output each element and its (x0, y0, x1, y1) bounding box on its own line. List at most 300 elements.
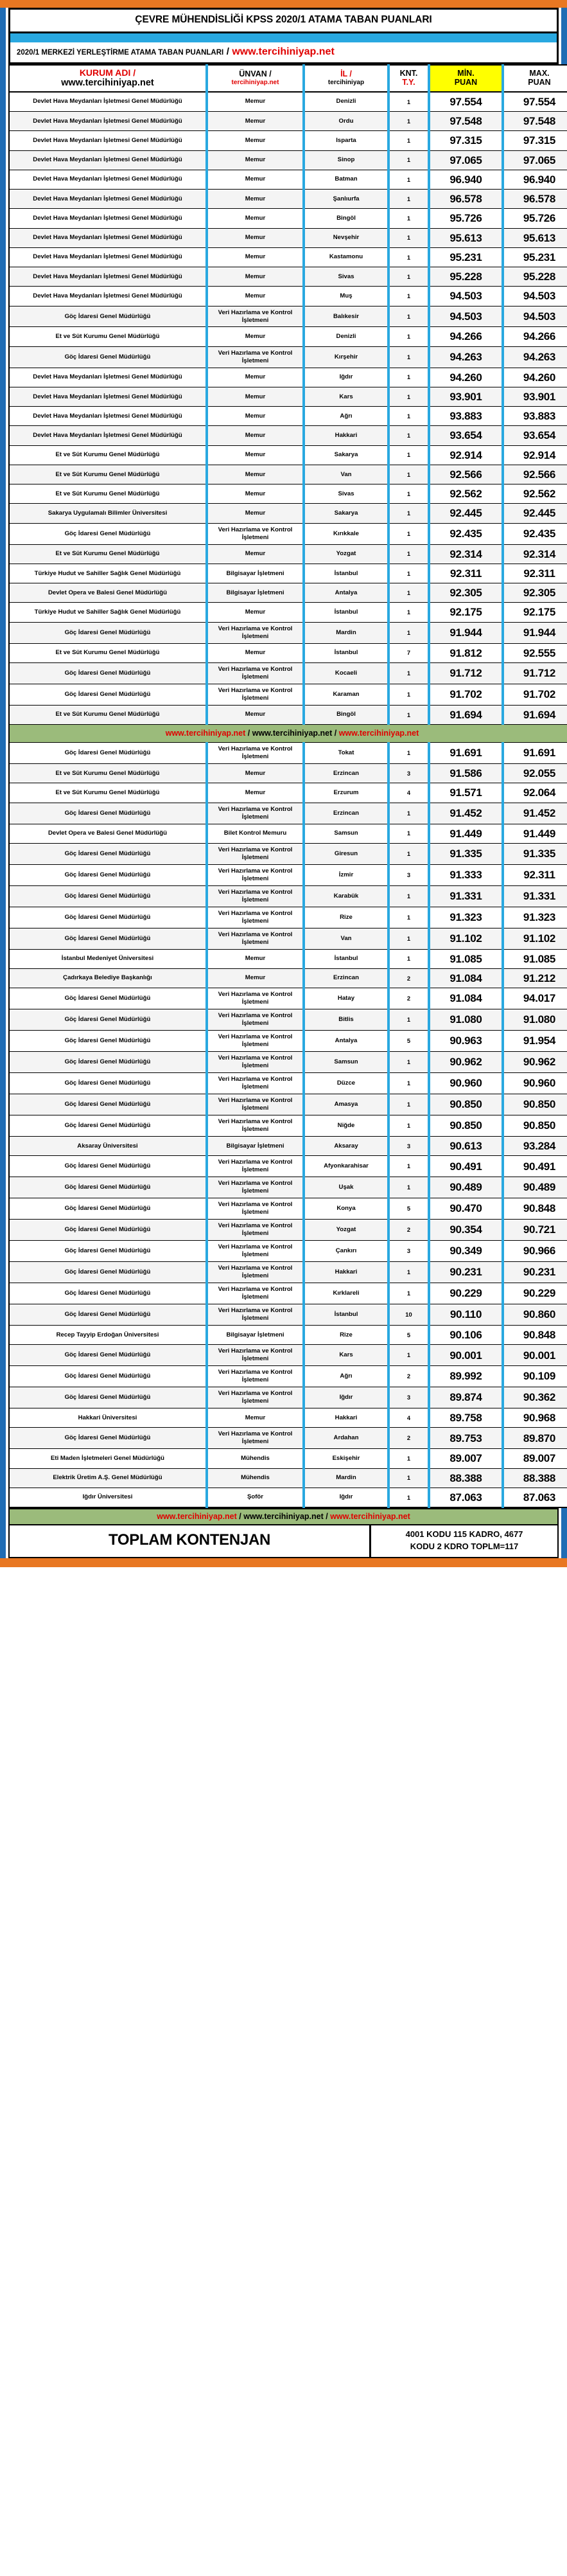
cell-max-puan: 92.555 (503, 643, 567, 662)
cell-max-puan: 89.870 (503, 1428, 567, 1449)
top-orange-bar (0, 0, 567, 8)
cell-max-puan: 91.102 (503, 928, 567, 949)
cell-unvan: Memur (207, 92, 304, 112)
table-row (9, 1283, 567, 1304)
cell-min-puan: 94.263 (429, 346, 503, 368)
cell-unvan: Memur (207, 426, 304, 445)
cell-min-puan: 90.489 (429, 1177, 503, 1198)
table-row (9, 928, 567, 949)
cell-kontenjan: 1 (388, 209, 429, 228)
cell-kurum: Devlet Hava Meydanları İşletmesi Genel Müdürlüğü (9, 112, 207, 131)
banner-part3[interactable]: www.tercihiniyap.net (338, 729, 419, 738)
table-body (9, 92, 567, 1507)
cell-unvan: Memur (207, 764, 304, 783)
cell-il: Samsun (304, 1052, 388, 1073)
cell-kurum: Hakkari Üniversitesi (9, 1408, 207, 1428)
banner-sep1: / (236, 1512, 244, 1522)
table-row (9, 1177, 567, 1198)
cell-kontenjan: 3 (388, 764, 429, 783)
cell-max-puan: 91.702 (503, 684, 567, 705)
table-row (9, 131, 567, 150)
cell-max-puan: 93.883 (503, 407, 567, 426)
cell-unvan: Veri Hazırlama ve Kontrol İşletmeni (207, 1009, 304, 1031)
cell-kurum: Aksaray Üniversitesi (9, 1136, 207, 1155)
cell-kurum: Et ve Süt Kurumu Genel Müdürlüğü (9, 484, 207, 504)
cell-il: Aksaray (304, 1136, 388, 1155)
table-row (9, 407, 567, 426)
cell-max-puan: 92.175 (503, 603, 567, 622)
cell-max-puan: 90.229 (503, 1283, 567, 1304)
cell-min-puan: 90.850 (429, 1115, 503, 1136)
cell-kurum: Et ve Süt Kurumu Genel Müdürlüğü (9, 705, 207, 724)
cell-il: Muş (304, 287, 388, 306)
table-row (9, 544, 567, 564)
cell-max-puan: 91.712 (503, 662, 567, 684)
table-row (9, 949, 567, 968)
cell-il: Sakarya (304, 504, 388, 523)
cell-max-puan: 92.305 (503, 583, 567, 603)
cell-kontenjan: 1 (388, 267, 429, 287)
min-header-line2: PUAN (454, 78, 478, 87)
cell-kontenjan: 1 (388, 1094, 429, 1115)
cell-il: Kars (304, 387, 388, 406)
table-row (9, 1156, 567, 1177)
banner-part1[interactable]: www.tercihiniyap.net (165, 729, 246, 738)
table-row (9, 445, 567, 465)
cell-kontenjan: 1 (388, 1488, 429, 1507)
cell-kurum: Recep Tayyip Erdoğan Üniversitesi (9, 1325, 207, 1344)
cell-il: Denizli (304, 92, 388, 112)
cell-kontenjan: 1 (388, 544, 429, 564)
subtitle-site-link[interactable]: www.tercihiniyap.net (232, 46, 335, 57)
cell-unvan: Bilgisayar İşletmeni (207, 1325, 304, 1344)
cell-kontenjan: 5 (388, 1325, 429, 1344)
cell-max-puan: 95.726 (503, 209, 567, 228)
cell-kurum: Devlet Opera ve Balesi Genel Müdürlüğü (9, 824, 207, 843)
cell-kurum: Göç İdaresi Genel Müdürlüğü (9, 1052, 207, 1073)
cell-il: Antalya (304, 583, 388, 603)
cell-kontenjan: 2 (388, 1366, 429, 1387)
cell-kurum: Göç İdaresi Genel Müdürlüğü (9, 1304, 207, 1325)
cell-unvan: Veri Hazırlama ve Kontrol İşletmeni (207, 885, 304, 907)
cell-min-puan: 90.110 (429, 1304, 503, 1325)
cell-kontenjan: 1 (388, 92, 429, 112)
cell-kurum: Sakarya Uygulamalı Bilimler Üniversitesi (9, 504, 207, 523)
cell-unvan: Veri Hazırlama ve Kontrol İşletmeni (207, 803, 304, 824)
table-row (9, 112, 567, 131)
cell-il: Erzincan (304, 968, 388, 988)
cell-unvan: Veri Hazırlama ve Kontrol İşletmeni (207, 523, 304, 544)
cell-il: Mardin (304, 1468, 388, 1488)
cell-il: Van (304, 928, 388, 949)
cell-max-puan: 94.266 (503, 327, 567, 346)
cell-unvan: Memur (207, 267, 304, 287)
promo-banner-row (9, 725, 567, 743)
cell-unvan: Veri Hazırlama ve Kontrol İşletmeni (207, 1031, 304, 1052)
cell-kurum: Devlet Opera ve Balesi Genel Müdürlüğü (9, 583, 207, 603)
cell-il: Mardin (304, 622, 388, 643)
cell-kurum: Devlet Hava Meydanları İşletmesi Genel Müdürlüğü (9, 407, 207, 426)
unvan-header-line2: tercihiniyap.net (231, 78, 279, 86)
cell-min-puan: 89.758 (429, 1408, 503, 1428)
cell-il: Hakkari (304, 426, 388, 445)
kurum-header-line1: KURUM ADI / (79, 67, 136, 78)
cell-il: Ardahan (304, 1428, 388, 1449)
cell-kurum: Et ve Süt Kurumu Genel Müdürlüğü (9, 445, 207, 465)
cell-unvan: Memur (207, 150, 304, 170)
cell-kontenjan: 1 (388, 247, 429, 267)
cell-min-puan: 94.503 (429, 287, 503, 306)
cell-unvan: Veri Hazırlama ve Kontrol İşletmeni (207, 622, 304, 643)
cell-unvan: Veri Hazırlama ve Kontrol İşletmeni (207, 306, 304, 327)
cell-unvan: Veri Hazırlama ve Kontrol İşletmeni (207, 662, 304, 684)
table-row (9, 150, 567, 170)
cell-il: Tokat (304, 743, 388, 764)
cell-kurum: Göç İdaresi Genel Müdürlüğü (9, 684, 207, 705)
cell-kurum: Göç İdaresi Genel Müdürlüğü (9, 1094, 207, 1115)
cell-unvan: Şoför (207, 1488, 304, 1507)
cell-kontenjan: 1 (388, 131, 429, 150)
cell-il: Sivas (304, 267, 388, 287)
cell-max-puan: 90.850 (503, 1094, 567, 1115)
cell-max-puan: 91.694 (503, 705, 567, 724)
il-header-line2: tercihiniyap (327, 78, 365, 86)
table-row (9, 743, 567, 764)
cell-kurum: Göç İdaresi Genel Müdürlüğü (9, 346, 207, 368)
banner-sep1: / (245, 729, 252, 738)
cell-kurum: Devlet Hava Meydanları İşletmesi Genel Müdürlüğü (9, 287, 207, 306)
cell-kurum: Göç İdaresi Genel Müdürlüğü (9, 864, 207, 885)
cell-il: Düzce (304, 1072, 388, 1094)
bottom-promo-banner (8, 1508, 559, 1525)
banner-part3[interactable]: www.tercihiniyap.net (330, 1512, 410, 1522)
cell-min-puan: 89.874 (429, 1387, 503, 1408)
cell-il: Karaman (304, 684, 388, 705)
max-header-line1: MAX. (529, 69, 550, 78)
cell-kontenjan: 1 (388, 1009, 429, 1031)
cell-unvan: Veri Hazırlama ve Kontrol İşletmeni (207, 843, 304, 864)
cell-il: Kırıkkale (304, 523, 388, 544)
cell-min-puan: 90.963 (429, 1031, 503, 1052)
banner-part2[interactable]: www.tercihiniyap.net (243, 1512, 324, 1522)
cell-il: Nevşehir (304, 228, 388, 247)
cell-min-puan: 91.331 (429, 885, 503, 907)
cell-kontenjan: 1 (388, 1052, 429, 1073)
banner-part2[interactable]: www.tercihiniyap.net (252, 729, 333, 738)
cell-min-puan: 92.314 (429, 544, 503, 564)
cell-kontenjan: 1 (388, 287, 429, 306)
table-row (9, 228, 567, 247)
table-row (9, 267, 567, 287)
cell-max-puan: 90.362 (503, 1387, 567, 1408)
cell-max-puan: 91.954 (503, 1031, 567, 1052)
cell-il: Hakkari (304, 1408, 388, 1428)
cell-kontenjan: 1 (388, 885, 429, 907)
cell-il: İstanbul (304, 1304, 388, 1325)
cell-max-puan: 91.691 (503, 743, 567, 764)
cell-kurum: Türkiye Hudut ve Sahiller Sağlık Genel Müdürlüğü (9, 603, 207, 622)
cell-unvan: Veri Hazırlama ve Kontrol İşletmeni (207, 1345, 304, 1366)
table-row (9, 1468, 567, 1488)
cell-min-puan: 97.548 (429, 112, 503, 131)
cell-kontenjan: 4 (388, 783, 429, 803)
cell-kurum: Göç İdaresi Genel Müdürlüğü (9, 1241, 207, 1262)
cell-max-puan: 87.063 (503, 1488, 567, 1507)
cell-min-puan: 90.229 (429, 1283, 503, 1304)
cell-kurum: Göç İdaresi Genel Müdürlüğü (9, 306, 207, 327)
cell-max-puan: 90.962 (503, 1052, 567, 1073)
cell-min-puan: 91.812 (429, 643, 503, 662)
cell-max-puan: 91.452 (503, 803, 567, 824)
cell-min-puan: 97.065 (429, 150, 503, 170)
cell-il: Yozgat (304, 544, 388, 564)
table-row (9, 523, 567, 544)
cell-max-puan: 97.065 (503, 150, 567, 170)
banner-sep2: / (332, 729, 339, 738)
cell-max-puan: 90.489 (503, 1177, 567, 1198)
cell-kurum: Çadırkaya Belediye Başkanlığı (9, 968, 207, 988)
cell-il: Afyonkarahisar (304, 1156, 388, 1177)
table-row (9, 1094, 567, 1115)
cell-min-puan: 92.566 (429, 465, 503, 484)
cell-kontenjan: 1 (388, 426, 429, 445)
cell-kontenjan: 1 (388, 407, 429, 426)
table-row (9, 1198, 567, 1220)
cell-il: Ordu (304, 112, 388, 131)
cell-il: Hatay (304, 988, 388, 1009)
table-row (9, 1241, 567, 1262)
cell-unvan: Memur (207, 1408, 304, 1428)
table-row (9, 190, 567, 209)
cell-unvan: Memur (207, 247, 304, 267)
cell-unvan: Memur (207, 368, 304, 387)
cell-min-puan: 95.613 (429, 228, 503, 247)
blue-frame (0, 8, 567, 1558)
cell-kurum: Devlet Hava Meydanları İşletmesi Genel Müdürlüğü (9, 267, 207, 287)
cell-kontenjan: 1 (388, 484, 429, 504)
cell-il: Ağrı (304, 407, 388, 426)
cell-kontenjan: 1 (388, 170, 429, 189)
cell-unvan: Memur (207, 287, 304, 306)
cell-min-puan: 90.850 (429, 1094, 503, 1115)
cell-min-puan: 92.445 (429, 504, 503, 523)
cell-min-puan: 91.691 (429, 743, 503, 764)
cell-unvan: Veri Hazırlama ve Kontrol İşletmeni (207, 743, 304, 764)
cell-kontenjan: 1 (388, 662, 429, 684)
cell-kurum: Et ve Süt Kurumu Genel Müdürlüğü (9, 643, 207, 662)
table-header (9, 65, 567, 92)
cell-il: Eskişehir (304, 1449, 388, 1468)
il-header-line1: İL / (340, 69, 352, 79)
cell-kurum: Göç İdaresi Genel Müdürlüğü (9, 523, 207, 544)
cell-min-puan: 90.491 (429, 1156, 503, 1177)
cell-kontenjan: 1 (388, 1283, 429, 1304)
cell-unvan: Veri Hazırlama ve Kontrol İşletmeni (207, 1220, 304, 1241)
cell-il: Rize (304, 1325, 388, 1344)
table-row (9, 1072, 567, 1094)
table-row (9, 988, 567, 1009)
cell-kontenjan: 1 (388, 843, 429, 864)
cell-max-puan: 92.445 (503, 504, 567, 523)
cell-il: Isparta (304, 131, 388, 150)
cell-min-puan: 89.007 (429, 1449, 503, 1468)
cell-kurum: Göç İdaresi Genel Müdürlüğü (9, 1220, 207, 1241)
cell-kurum: Göç İdaresi Genel Müdürlüğü (9, 622, 207, 643)
cell-kontenjan: 1 (388, 803, 429, 824)
cell-kurum: Elektrik Üretim A.Ş. Genel Müdürlüğü (9, 1468, 207, 1488)
cell-min-puan: 93.654 (429, 426, 503, 445)
cell-min-puan: 95.231 (429, 247, 503, 267)
cell-il: Karabük (304, 885, 388, 907)
cell-kontenjan: 1 (388, 523, 429, 544)
cell-il: Bingöl (304, 209, 388, 228)
table-row (9, 1261, 567, 1283)
cell-unvan: Memur (207, 131, 304, 150)
cell-unvan: Memur (207, 544, 304, 564)
table-row (9, 1449, 567, 1468)
cell-kontenjan: 1 (388, 564, 429, 583)
cell-min-puan: 91.102 (429, 928, 503, 949)
cell-max-puan: 91.085 (503, 949, 567, 968)
cell-il: Yozgat (304, 1220, 388, 1241)
table-row (9, 1304, 567, 1325)
cell-kontenjan: 1 (388, 150, 429, 170)
cell-unvan: Veri Hazırlama ve Kontrol İşletmeni (207, 1198, 304, 1220)
cell-il: Iğdır (304, 1387, 388, 1408)
page-title-text: ÇEVRE MÜHENDİSLİĞİ KPSS 2020/1 ATAMA TABAN PUANLARI (135, 14, 432, 25)
cell-max-puan: 92.914 (503, 445, 567, 465)
cell-kontenjan: 1 (388, 504, 429, 523)
cell-min-puan: 90.962 (429, 1052, 503, 1073)
cell-unvan: Memur (207, 407, 304, 426)
cell-min-puan: 90.613 (429, 1136, 503, 1155)
cell-unvan: Veri Hazırlama ve Kontrol İşletmeni (207, 1366, 304, 1387)
cell-kontenjan: 5 (388, 1198, 429, 1220)
cell-kurum: Göç İdaresi Genel Müdürlüğü (9, 1031, 207, 1052)
cell-il: Samsun (304, 824, 388, 843)
cell-il: Antalya (304, 1031, 388, 1052)
cell-min-puan: 91.449 (429, 824, 503, 843)
table-row (9, 603, 567, 622)
cell-il: Van (304, 465, 388, 484)
cell-kontenjan: 3 (388, 1136, 429, 1155)
cell-min-puan: 91.080 (429, 1009, 503, 1031)
cell-kurum: Devlet Hava Meydanları İşletmesi Genel Müdürlüğü (9, 190, 207, 209)
banner-part1[interactable]: www.tercihiniyap.net (157, 1512, 237, 1522)
cell-il: Kırklareli (304, 1283, 388, 1304)
total-label: TOPLAM KONTENJAN (10, 1525, 371, 1557)
cell-unvan: Veri Hazırlama ve Kontrol İşletmeni (207, 1156, 304, 1177)
cell-min-puan: 91.694 (429, 705, 503, 724)
table-row (9, 1009, 567, 1031)
cell-kontenjan: 1 (388, 583, 429, 603)
cell-unvan: Memur (207, 465, 304, 484)
cell-unvan: Bilgisayar İşletmeni (207, 583, 304, 603)
cell-min-puan: 91.323 (429, 907, 503, 928)
table-row (9, 465, 567, 484)
column-header-kurum (9, 65, 207, 92)
cell-unvan: Memur (207, 387, 304, 406)
cell-min-puan: 96.578 (429, 190, 503, 209)
cell-kontenjan: 1 (388, 1072, 429, 1094)
table-row (9, 1488, 567, 1507)
cell-kontenjan: 1 (388, 465, 429, 484)
cell-kurum: Türkiye Hudut ve Sahiller Sağlık Genel Müdürlüğü (9, 564, 207, 583)
cell-unvan: Veri Hazırlama ve Kontrol İşletmeni (207, 1115, 304, 1136)
cell-kurum: Et ve Süt Kurumu Genel Müdürlüğü (9, 544, 207, 564)
header-row (9, 65, 567, 92)
cell-max-puan: 90.850 (503, 1115, 567, 1136)
table-row (9, 764, 567, 783)
cell-unvan: Mühendis (207, 1468, 304, 1488)
cell-kontenjan: 3 (388, 864, 429, 885)
knt-header-line2: T.Y. (402, 78, 415, 87)
cell-min-puan: 94.260 (429, 368, 503, 387)
cell-max-puan: 90.860 (503, 1304, 567, 1325)
table-row (9, 803, 567, 824)
cell-unvan: Bilgisayar İşletmeni (207, 1136, 304, 1155)
table-row (9, 1115, 567, 1136)
cell-max-puan: 97.315 (503, 131, 567, 150)
cell-kontenjan: 1 (388, 1449, 429, 1468)
cell-kurum: Devlet Hava Meydanları İşletmesi Genel Müdürlüğü (9, 387, 207, 406)
cell-kurum: İstanbul Medeniyet Üniversitesi (9, 949, 207, 968)
cell-max-puan: 90.231 (503, 1261, 567, 1283)
cell-kurum: Devlet Hava Meydanları İşletmesi Genel Müdürlüğü (9, 150, 207, 170)
cell-unvan: Mühendis (207, 1449, 304, 1468)
cell-kontenjan: 2 (388, 1428, 429, 1449)
cell-il: Balıkesir (304, 306, 388, 327)
cell-kontenjan: 1 (388, 306, 429, 327)
cell-max-puan: 90.848 (503, 1198, 567, 1220)
cell-il: Kars (304, 1345, 388, 1366)
cell-kurum: Et ve Süt Kurumu Genel Müdürlüğü (9, 327, 207, 346)
cell-unvan: Veri Hazırlama ve Kontrol İşletmeni (207, 1241, 304, 1262)
cell-kurum: Göç İdaresi Genel Müdürlüğü (9, 1198, 207, 1220)
cell-kurum: Göç İdaresi Genel Müdürlüğü (9, 1283, 207, 1304)
column-header-unvan (207, 65, 304, 92)
cell-unvan: Veri Hazırlama ve Kontrol İşletmeni (207, 1094, 304, 1115)
cell-max-puan: 91.335 (503, 843, 567, 864)
cell-il: Şanlıurfa (304, 190, 388, 209)
total-row (8, 1525, 559, 1558)
cell-max-puan: 92.311 (503, 564, 567, 583)
cell-kontenjan: 1 (388, 387, 429, 406)
cell-il: Sakarya (304, 445, 388, 465)
cell-unvan: Veri Hazırlama ve Kontrol İşletmeni (207, 928, 304, 949)
cell-kurum: Devlet Hava Meydanları İşletmesi Genel Müdürlüğü (9, 92, 207, 112)
column-header-max-puan (503, 65, 567, 92)
cell-min-puan: 91.944 (429, 622, 503, 643)
cell-kontenjan: 1 (388, 928, 429, 949)
cell-kontenjan: 1 (388, 228, 429, 247)
cell-kurum: Göç İdaresi Genel Müdürlüğü (9, 662, 207, 684)
cell-min-puan: 97.315 (429, 131, 503, 150)
cell-min-puan: 94.503 (429, 306, 503, 327)
cell-kurum: Göç İdaresi Genel Müdürlüğü (9, 988, 207, 1009)
table-row (9, 1052, 567, 1073)
cell-unvan: Memur (207, 327, 304, 346)
cell-il: Kocaeli (304, 662, 388, 684)
table-row (9, 170, 567, 189)
cell-max-puan: 93.654 (503, 426, 567, 445)
cell-max-puan: 94.503 (503, 287, 567, 306)
cell-min-puan: 93.901 (429, 387, 503, 406)
cell-unvan: Veri Hazırlama ve Kontrol İşletmeni (207, 907, 304, 928)
cell-max-puan: 90.721 (503, 1220, 567, 1241)
cell-max-puan: 91.331 (503, 885, 567, 907)
cell-max-puan: 90.848 (503, 1325, 567, 1344)
